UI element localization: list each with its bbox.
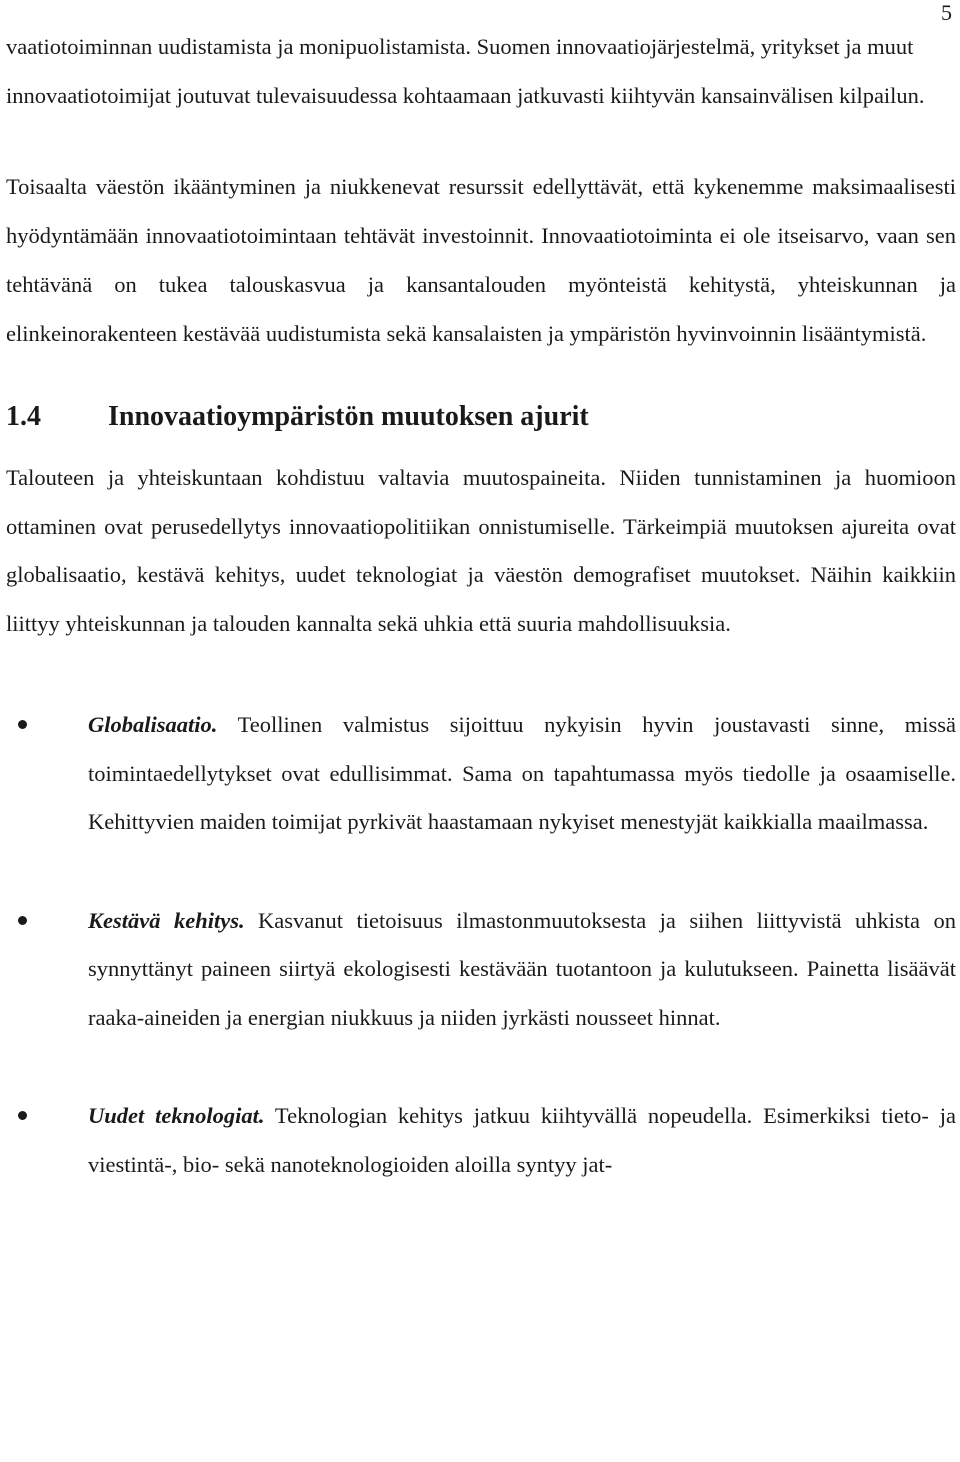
paragraph-resources: Toisaalta väestön ikääntyminen ja niukkenevat resurssit edellyttävät, että kykenemme maksimaalisesti hyödyntämään innovaatiotoimintaan tehtävät investoinnit. Innovaatiotoiminta ei ole itseisarvo, vaan sen tehtävänä on tukea talouskasvua ja kansantalouden myönteistä kehitystä, yhteiskunnan ja elinkeinorakenteen kestävää uudistumista sekä kansalaisten ja ympäristön hyvinvoinnin lisääntymistä. (6, 174, 956, 346)
drivers-list (6, 701, 956, 1189)
bullet-text: Teknologian kehitys jatkuu kiihtyvällä nopeudella. Esimerkiksi tieto- ja viestintä-, bio- sekä nanoteknologioiden aloilla syntyy jat- (88, 1103, 956, 1177)
bullet-icon (18, 720, 27, 729)
bullet-term: Globalisaatio. (88, 712, 218, 737)
section-heading (6, 394, 956, 434)
list-item (6, 897, 956, 1043)
section-title: Innovaatioympäristön muutoksen ajurit (108, 401, 589, 432)
section-number: 1.4 (6, 401, 41, 432)
page-number: 5 (941, 0, 952, 25)
bullet-term: Uudet teknologiat. (88, 1103, 265, 1128)
paragraph-continuation: vaatiotoiminnan uudistamista ja monipuolistamista. Suomen innovaatiojärjestelmä, yritykset ja muut innovaatiotoimijat joutuvat tulevaisuudessa kohtaamaan jatkuvasti kiihtyvän kansainvälisen kilpailun. (6, 34, 925, 108)
bullet-icon (18, 1111, 27, 1120)
list-item (6, 701, 956, 847)
list-item (6, 1092, 956, 1189)
bullet-text: Teollinen valmistus sijoittuu nykyisin hyvin joustavasti sinne, missä toimintaedellytykset ovat edullisimmat. Sama on tapahtumassa myös tiedolle ja osaamiselle. Kehittyvien maiden toimijat pyrkivät haastamaan nykyiset menestyjät kaikkialla maailmassa. (88, 712, 956, 834)
paragraph-drivers: Talouteen ja yhteiskuntaan kohdistuu valtavia muutospaineita. Niiden tunnistaminen ja huomioon ottaminen ovat perusedellytys innovaatiopolitiikan onnistumiselle. Tärkeimpiä muutoksen ajureita ovat globalisaatio, kestävä kehitys, uudet teknologiat ja väestön demografiset muutokset. Näihin kaikkiin liittyy yhteiskunnan ja talouden kannalta sekä uhkia että suuria mahdollisuuksia. (6, 465, 956, 636)
bullet-term: Kestävä kehitys. (88, 907, 245, 933)
page-content (6, 22, 956, 1189)
bullet-icon (18, 916, 27, 925)
bullet-text: Kasvanut tietoisuus ilmastonmuutoksesta ja siihen liittyvistä uhkista on synnyttänyt paineen siirtyä ekologisesti kestävään tuotantoon ja kulutukseen. Painetta lisäävät raaka-aineiden ja energian niukkuus ja niiden jyrkästi nousseet hinnat. (88, 907, 956, 1030)
